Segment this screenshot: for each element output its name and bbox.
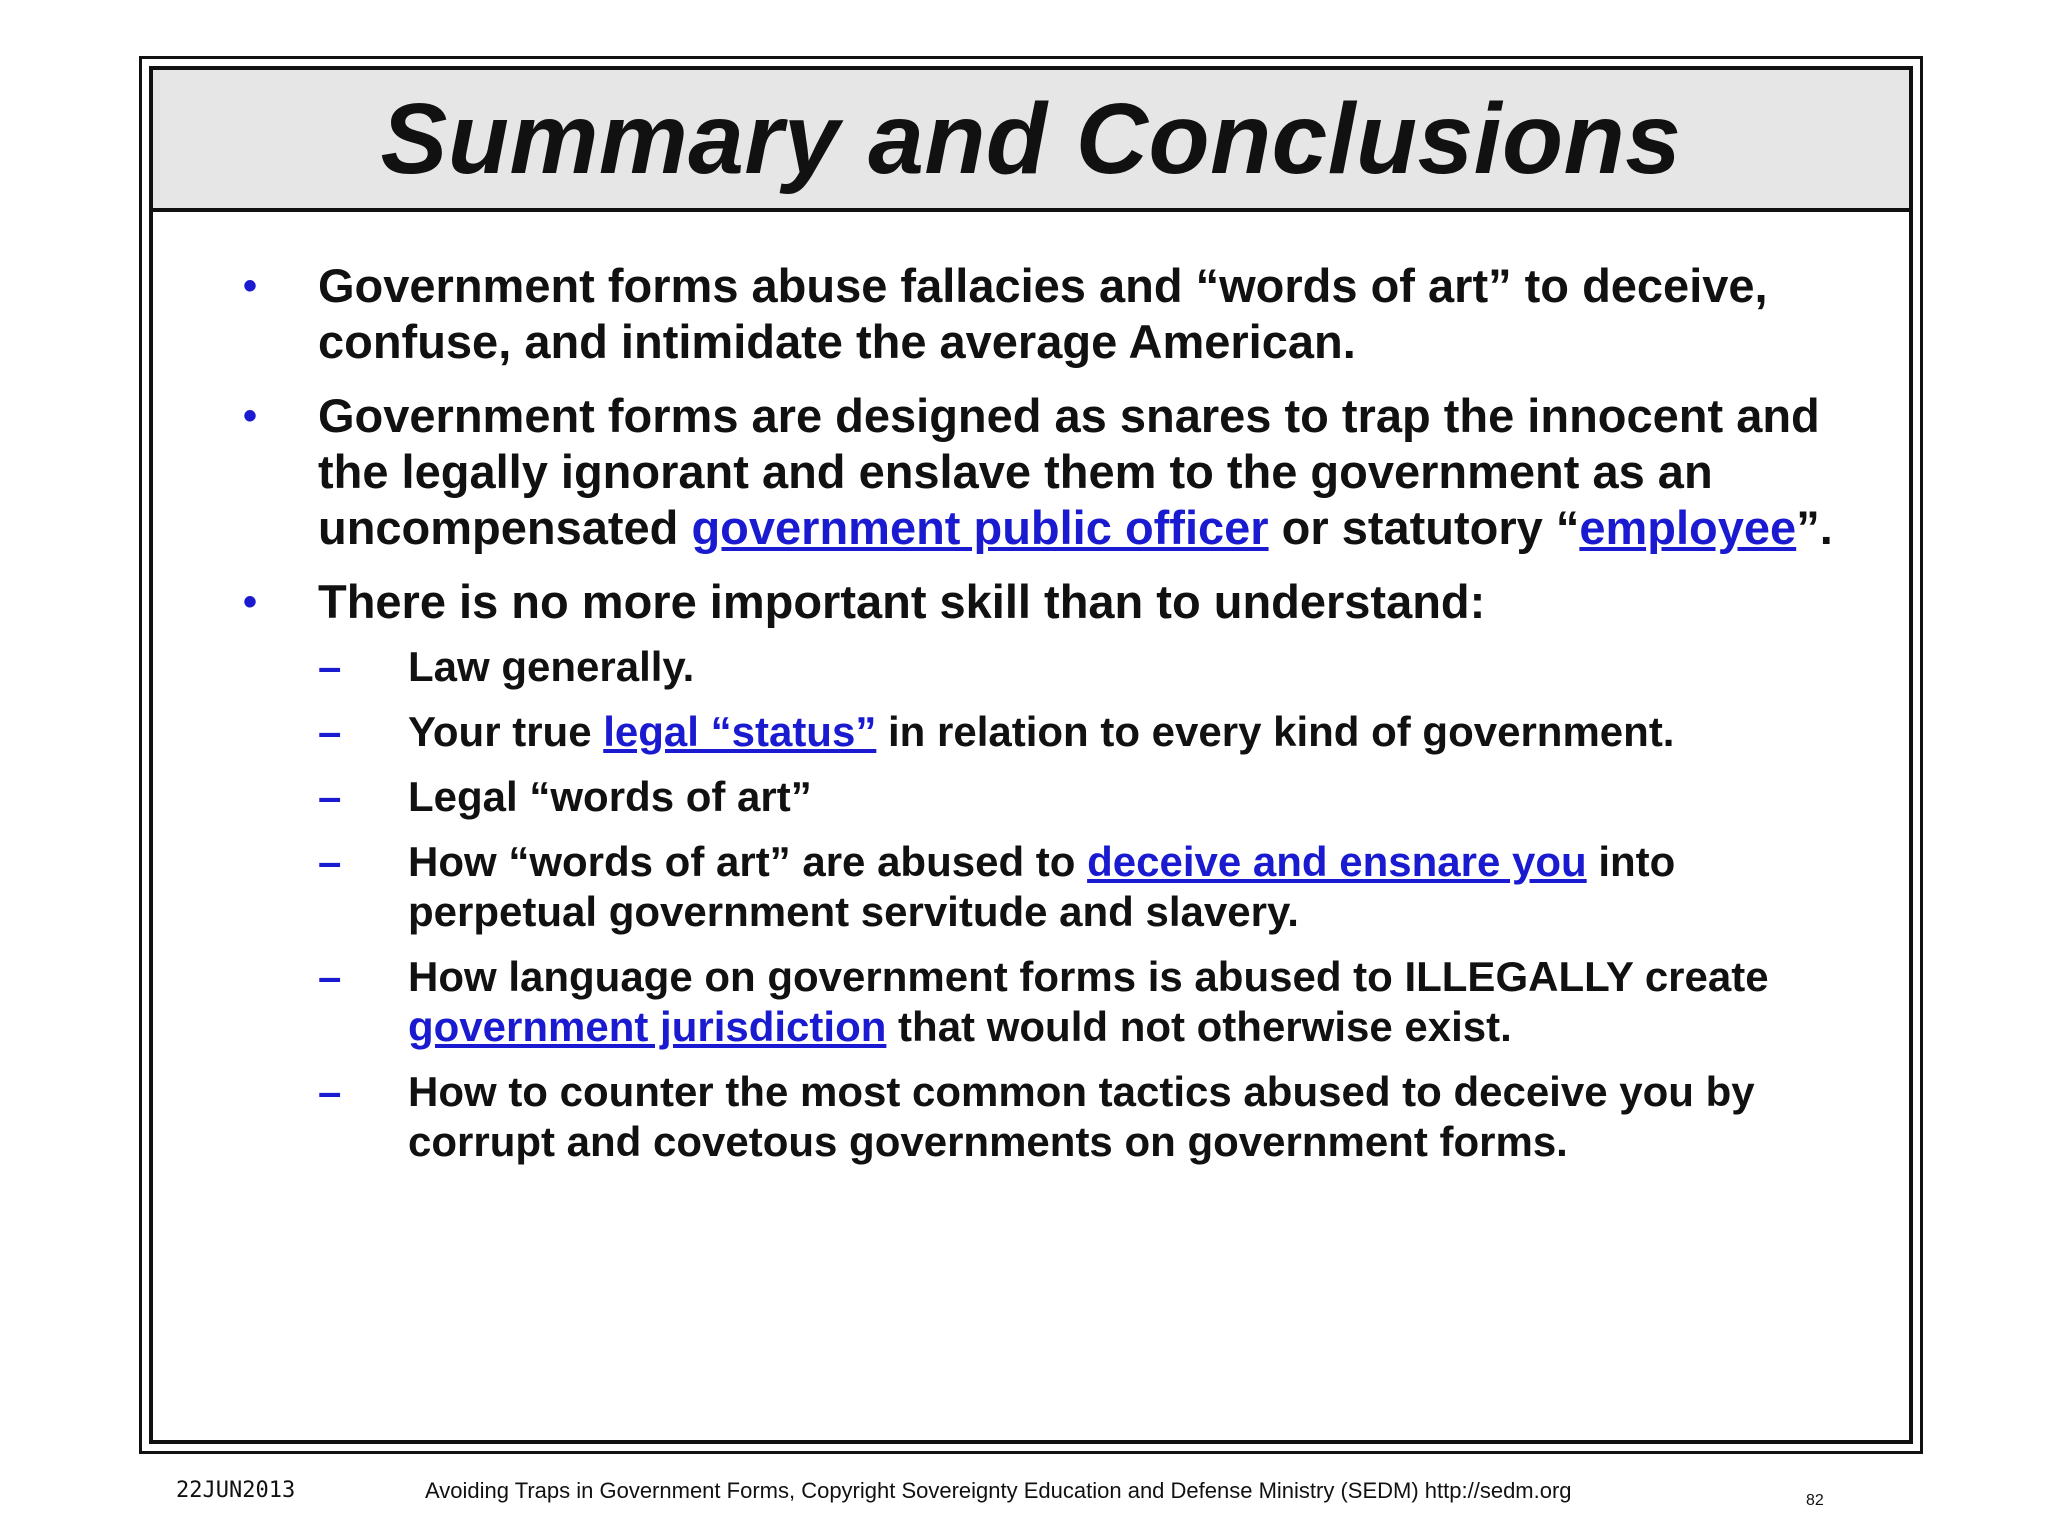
link-government-public-officer[interactable]: government public officer [691, 501, 1269, 554]
title-bar [153, 70, 1909, 212]
bullet-marker: • [243, 580, 258, 624]
slide-content [243, 258, 1849, 1182]
bullet-text: or statutory “ [1268, 501, 1580, 554]
dash-marker: – [318, 953, 342, 1000]
sub-text: Your true [408, 708, 604, 755]
sub-text: into perpetual government servitude and slavery. [408, 838, 1676, 935]
dash-marker: – [318, 643, 342, 690]
footer-date: 22JUN2013 [176, 1478, 296, 1503]
dash-marker: – [318, 773, 342, 820]
sub-text: in relation to every kind of government. [876, 708, 1675, 755]
slide-title: Summary and Conclusions [380, 82, 1682, 195]
sub-item [243, 952, 1849, 1052]
bullet-item [243, 388, 1849, 556]
sub-text: Law generally. [408, 643, 695, 690]
sub-item [243, 707, 1849, 757]
sub-text: Legal “words of art” [408, 773, 812, 820]
sub-text: How “words of art” are abused to [408, 838, 1088, 885]
bullet-marker: • [243, 394, 258, 438]
link-government-jurisdiction[interactable]: government jurisdiction [408, 1003, 887, 1050]
slide-frame [139, 56, 1923, 1454]
footer-credit: Avoiding Traps in Government Forms, Copyright Sovereignty Education and Defense Ministry (SEDM) http://sedm.org [425, 1478, 1572, 1503]
sub-text: that would not otherwise exist. [886, 1003, 1512, 1050]
page-number: 82 [1806, 1492, 1824, 1509]
sub-item [243, 1067, 1849, 1167]
link-employee[interactable]: employee [1579, 501, 1797, 554]
sub-item [243, 772, 1849, 822]
sub-item [243, 837, 1849, 937]
slide-body [149, 66, 1913, 1444]
bullet-text: ”. [1796, 501, 1833, 554]
link-deceive-and-ensnare[interactable]: deceive and ensnare you [1087, 838, 1587, 885]
dash-marker: – [318, 838, 342, 885]
dash-marker: – [318, 1068, 342, 1115]
bullet-item [243, 258, 1849, 370]
sub-item [243, 642, 1849, 692]
bullet-text: Government forms are designed as snares to trap the innocent and the legally ignorant and enslave them to the government as an uncompensated [318, 389, 1820, 554]
bullet-text: Government forms abuse fallacies and “words of art” to deceive, confuse, and intimidate the average American. [318, 259, 1768, 368]
bullet-marker: • [243, 264, 258, 308]
dash-marker: – [318, 708, 342, 755]
bullet-text: There is no more important skill than to understand: [318, 575, 1486, 628]
slide-footer [0, 1478, 2048, 1518]
bullet-item [243, 574, 1849, 630]
sub-text: How to counter the most common tactics abused to deceive you by corrupt and covetous governments on government forms. [408, 1068, 1755, 1165]
sub-text: How language on government forms is abused to ILLEGALLY create [408, 953, 1769, 1000]
link-legal-status[interactable]: legal “status” [603, 708, 877, 755]
